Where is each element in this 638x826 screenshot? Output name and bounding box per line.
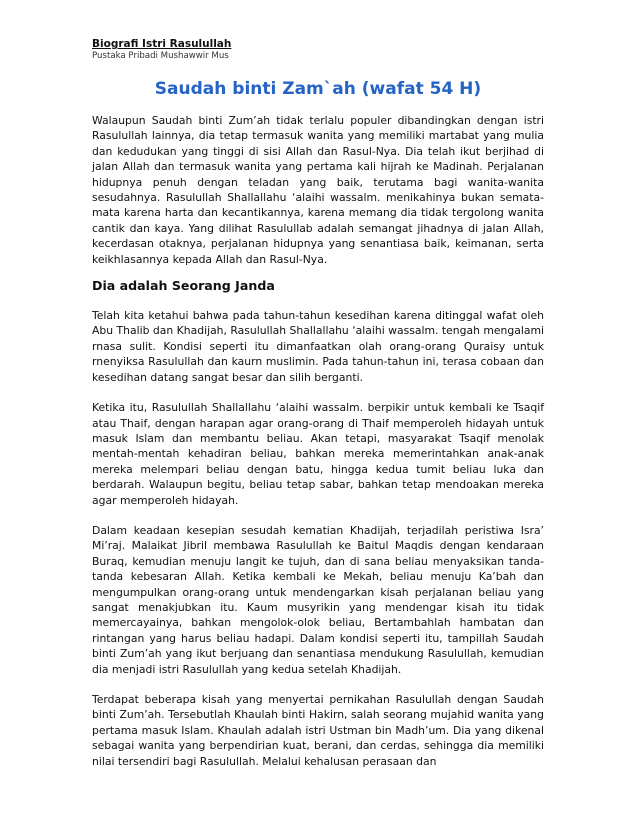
body-paragraph: Terdapat beberapa kisah yang menyertai pernikahan Rasulullah dengan Saudah binti Zum’ah. Tersebutlah Khaulah binti Hakirn, salah seorang mujahid wanita yang pertama masuk Islam. Khaulah adalah istri Ustman bin Madh’um. Dia yang dikenal sebagai wanita yang berpendirian kuat, berani, dan cerdas, sehingga dia memiliki nilai tersendiri bagi Rasulullah. Melalui kehalusan perasaan dan [92,693,544,768]
intro-paragraph: Walaupun Saudah binti Zum’ah tidak terlalu populer dibandingkan dengan istri Rasulullah lainnya, dia tetap termasuk wanita yang memiliki martabat yang mulia dan kedudukan yang tinggi di sisi Allah dan Rasul-Nya. Dia telah ikut berjihad di jalan Allah dan termasuk wanita yang pertama kali hijrah ke Madinah. Perjalanan hidupnya penuh dengan teladan yang baik, terutama bagi wanita-wanita sesudahnya. Rasulullah Shallallahu ‘alaihi wassalm. menikahinya bukan semata-mata karena harta dan kecantikannya, karena memang dia tidak tergolong wanita cantik dan kaya. Yang dilihat Rasulullab adalah semangat jihadnya di jalan Allah, kecerdasan otaknya, perjalanan hidupnya yang senantiasa baik, keimanan, serta keikhlasannya kepada Allah dan Rasul-Nya. [92,114,544,266]
header-subtitle: Pustaka Pribadi Mushawwir Mus [92,51,229,61]
body-paragraph: Telah kita ketahui bahwa pada tahun-tahun kesedihan karena ditinggal wafat oleh Abu Thalib dan Khadijah, Rasulullah Shallallahu ‘alaihi wassalm. tengah mengalami rnasa sulit. Kondisi seperti itu dimanfaatkan olah orang-orang Quraisy untuk rnenyiksa Rasulullah dan kaurn muslimin. Pada tahun-tahun ini, terasa cobaan dan kesedihan datang sangat besar dan silih berganti. [92,309,544,384]
document-page [92,38,544,769]
section-heading: Dia adalah Seorang Janda [92,278,275,294]
page-title: Saudah binti Zam`ah (wafat 54 H) [154,79,482,99]
body-paragraph: Dalam keadaan kesepian sesudah kematian Khadijah, terjadilah peristiwa Isra’ Mi’raj. Malaikat Jibril membawa Rasulullah ke Baitul Maqdis dengan kendaraan Buraq, kemudian menuju langit ke tujuh, dan di sana beliau menyaksikan tanda-tanda kebesaran Allah. Ketika kembali ke Mekah, beliau menuju Ka’bah dan mengumpulkan orang-orang untuk mendengarkan kisah perjalanan beliau yang sangat menakjubkan itu. Kaum musyrikin yang mendengar kisah itu tidak memercayainya, bahkan mengolok-olok beliau, Bertambahlah hambatan dan rintangan yang harus beliau hadapi. Dalam kondisi seperti itu, tampillah Saudah binti Zum’ah yang ikut berjuang dan senantiasa mendukung Rasulullah, kemudian dia menjadi istri Rasulullah yang kedua setelah Khadijah. [92,523,544,676]
header-title: Biografi Istri Rasulullah [92,38,232,50]
body-paragraph: Ketika itu, Rasulullah Shallallahu ‘alaihi wassalm. berpikir untuk kembali ke Tsaqif atau Thaif, dengan harapan agar orang-orang di Thaif memperoleh hidayah untuk masuk Islam dan membantu beliau. Akan tetapi, masyarakat Tsaqif menolak mentah-mentah kehadiran beliau, bahkan mereka memerintahkan anak-anak mereka melempari beliau dengan batu, hingga kedua tumit beliau luka dan berdarah. Walaupun begitu, beliau tetap sabar, bahkan tetap mendoakan mereka agar memperoleh hidayah. [92,401,544,507]
